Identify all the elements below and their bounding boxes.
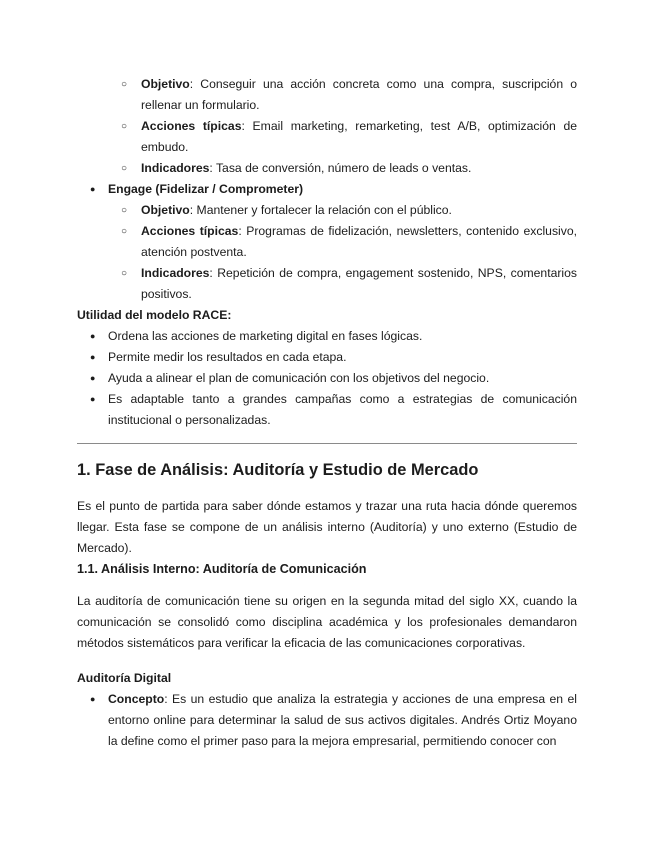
engage-list — [77, 179, 577, 200]
list-item — [77, 158, 577, 179]
hollow-bullet-icon — [121, 74, 127, 95]
item-text: : Email marketing, remarketing, test A/B, optimización de embudo. — [141, 119, 577, 154]
hollow-bullet-icon — [121, 263, 127, 284]
item-text: Ayuda a alinear el plan de comunicación con los objetivos del negocio. — [108, 371, 490, 385]
bullet-icon — [90, 179, 95, 200]
list-item — [77, 326, 577, 347]
list-item — [77, 389, 577, 431]
utility-list — [77, 326, 577, 431]
term: Acciones típicas — [141, 119, 242, 133]
term: Indicadores — [141, 161, 210, 175]
item-text: : Programas de fidelización, newsletters, contenido exclusivo, atención postventa. — [141, 224, 577, 259]
digital-audit-list — [77, 689, 577, 752]
bullet-icon — [90, 347, 95, 368]
hollow-bullet-icon — [121, 116, 127, 137]
section-intro: Es el punto de partida para saber dónde estamos y trazar una ruta hacia dónde queremos llegar. Esta fase se compone de un análisis interno (Auditoría) y uno externo (Estudio de Mercado). — [77, 499, 577, 555]
engage-heading: Engage (Fidelizar / Comprometer) — [108, 182, 304, 196]
term: Objetivo — [141, 203, 190, 217]
list-item — [77, 200, 577, 221]
engage-sublist — [77, 200, 577, 305]
utility-heading: Utilidad del modelo RACE: — [77, 308, 232, 322]
bullet-icon — [90, 326, 95, 347]
item-text: : Repetición de compra, engagement sostenido, NPS, comentarios positivos. — [141, 266, 577, 301]
section-title: 1. Fase de Análisis: Auditoría y Estudio de Mercado — [77, 461, 479, 479]
term: Objetivo — [141, 77, 190, 91]
item-text: : Conseguir una acción concreta como una compra, suscripción o rellenar un formulario. — [141, 77, 577, 112]
hollow-bullet-icon — [121, 158, 127, 179]
hollow-bullet-icon — [121, 200, 127, 221]
conversion-sublist — [77, 74, 577, 179]
subsection-title: 1.1. Análisis Interno: Auditoría de Comunicación — [77, 562, 367, 576]
term: Concepto — [108, 692, 165, 706]
item-text: Permite medir los resultados en cada etapa. — [108, 350, 347, 364]
digital-audit-heading: Auditoría Digital — [77, 671, 172, 685]
item-text: : Tasa de conversión, número de leads o ventas. — [209, 161, 472, 175]
list-item — [77, 368, 577, 389]
item-text: : Mantener y fortalecer la relación con el público. — [189, 203, 452, 217]
bullet-icon — [90, 689, 95, 710]
item-text: Es adaptable tanto a grandes campañas como a estrategias de comunicación institucional o personalizadas. — [108, 392, 577, 427]
list-item — [77, 116, 577, 158]
bullet-icon — [90, 368, 95, 389]
list-item — [77, 74, 577, 116]
item-text: : Es un estudio que analiza la estrategia y acciones de una empresa en el entorno online para determinar la salud de sus activos digitales. Andrés Ortiz Moyano la define como el primer paso para la mejora empresarial, permitiendo conocer con — [108, 692, 577, 748]
list-item — [77, 263, 577, 305]
term: Indicadores — [141, 266, 210, 280]
term: Acciones típicas — [141, 224, 239, 238]
item-text: Ordena las acciones de marketing digital en fases lógicas. — [108, 329, 423, 343]
document-page — [77, 74, 577, 752]
list-item — [77, 689, 577, 752]
list-item-engage — [77, 179, 577, 200]
list-item — [77, 221, 577, 263]
bullet-icon — [90, 389, 95, 410]
horizontal-divider — [77, 443, 577, 444]
list-item — [77, 347, 577, 368]
subsection-paragraph: La auditoría de comunicación tiene su origen en la segunda mitad del siglo XX, cuando la comunicación se consolidó como disciplina académica y los profesionales demandaron métodos sistemáticos para verificar la eficacia de las comunicaciones corporativas. — [77, 594, 577, 650]
hollow-bullet-icon — [121, 221, 127, 242]
